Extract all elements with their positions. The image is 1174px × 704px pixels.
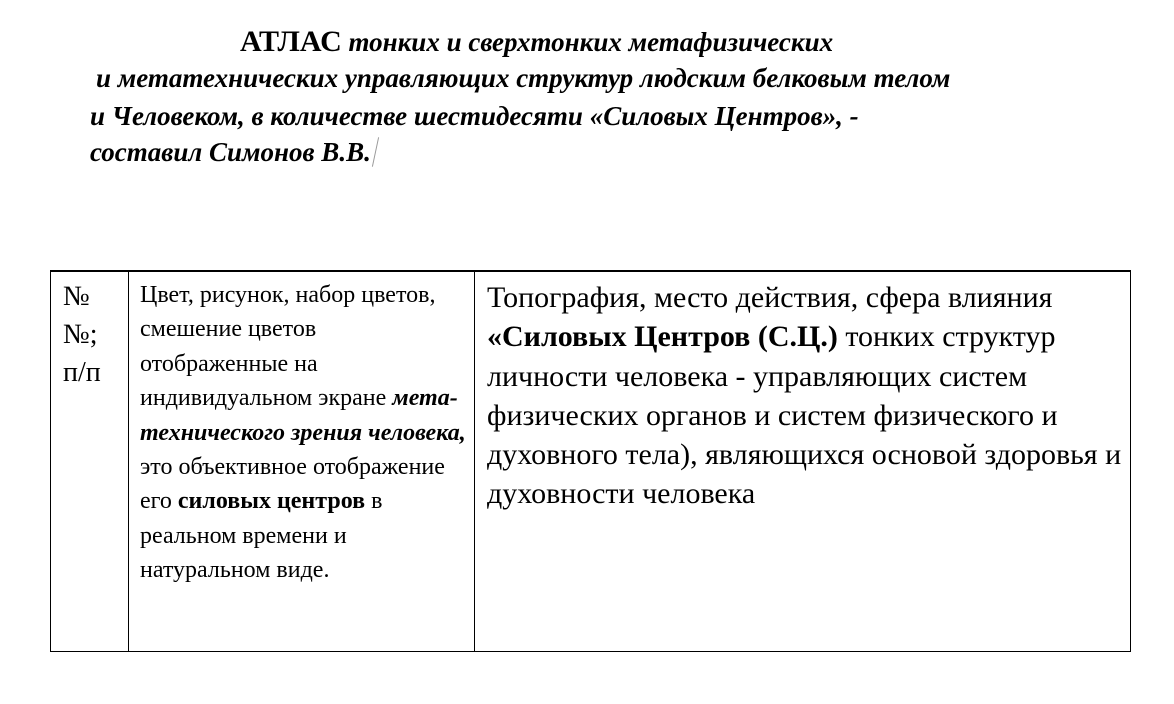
header-number-line-1: № [63,281,90,312]
document-title [0,0,1174,200]
topo-text-part-2: тонких структур личности человека - управляющих систем физических органов и систем физического и духовного тела), являющихся основой здоровья и духовности человека [487,320,1122,511]
text-cursor-mark [372,137,379,167]
title-line-4 [90,136,376,168]
header-cell-number [51,271,129,652]
color-text-part-1: Цвет, рисунок, набор цветов, смешение цветов отображенные на индивидуальном экране [140,282,436,412]
title-line-1-rest: тонких и сверхтонких метафизических [341,27,834,57]
atlas-header-table [50,270,1131,652]
title-line-2: и метатехнических управляющих структур людским белковым телом [96,63,951,93]
topo-text-part-1: Топография, место действия, сфера влияния [487,281,1053,314]
table-header-row [51,271,1131,652]
title-line-1 [240,26,833,58]
color-text-part-2: это объективное отображение его [140,454,445,515]
header-number-line-2: №; [63,319,98,350]
header-color-text [129,272,474,588]
topo-text-bold: «Силовых Центров (С.Ц.) [487,320,838,354]
header-cell-topography [475,271,1131,652]
header-number-line-3: п/п [63,357,101,388]
color-text-bold: силовых центров [177,488,366,515]
header-cell-color [129,271,475,652]
color-text-part-3: в реальном времени и натуральном виде. [140,488,383,584]
header-topography-text [475,272,1130,514]
title-line-3: и Человеком, в количестве шестидесяти «Силовых Центров», - [90,101,859,131]
title-author: составил Симонов В.В. [90,137,371,167]
title-atlas-word: АТЛАС [240,25,342,58]
header-number-text [51,272,128,392]
color-text-bold-italic: мета-технического зрения человека, [140,385,466,446]
